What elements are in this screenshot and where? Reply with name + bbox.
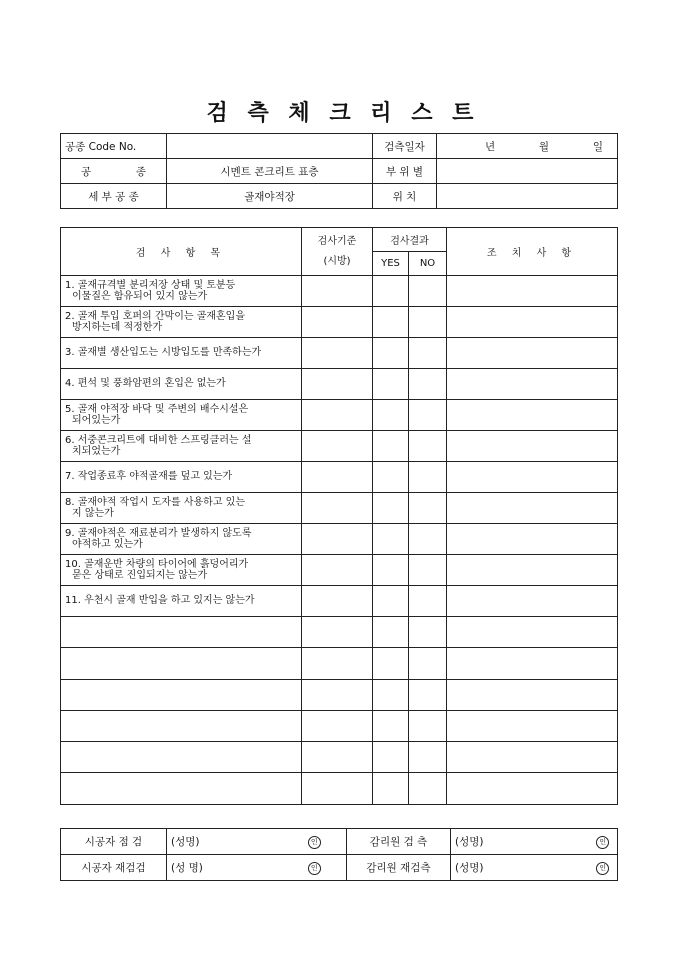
- supervisor-check-label: 감리원 검 측: [347, 829, 451, 855]
- check-item-line: 6. 서중콘크리트에 대비한 스프링클러는 설: [65, 434, 252, 446]
- no-cell[interactable]: [409, 586, 447, 617]
- no-cell[interactable]: [409, 617, 447, 648]
- criteria-cell[interactable]: [302, 338, 373, 369]
- check-item: [61, 400, 302, 431]
- title-char: 크: [329, 100, 351, 126]
- table-row: [61, 710, 618, 741]
- col-criteria-header: [302, 228, 373, 276]
- seal-icon: 인: [308, 862, 321, 875]
- check-item: [61, 431, 302, 462]
- action-cell[interactable]: [447, 276, 618, 307]
- yes-cell[interactable]: [373, 555, 409, 586]
- action-cell[interactable]: [447, 773, 618, 804]
- table-row: [61, 773, 618, 804]
- no-cell[interactable]: [409, 462, 447, 493]
- criteria-cell[interactable]: [302, 586, 373, 617]
- col-criteria-line1: 검사기준: [317, 235, 357, 247]
- seal-icon: 인: [596, 836, 609, 849]
- no-cell[interactable]: [409, 400, 447, 431]
- check-item-line: 7. 작업종료후 야적골재를 덮고 있는가: [65, 471, 233, 483]
- table-row: [61, 307, 618, 338]
- no-cell[interactable]: [409, 338, 447, 369]
- date-year: 년: [485, 140, 496, 153]
- yes-cell[interactable]: [373, 493, 409, 524]
- no-cell[interactable]: [409, 773, 447, 804]
- col-action-header: 조 치 사 항: [447, 228, 618, 276]
- table-row: [61, 431, 618, 462]
- check-item: [61, 742, 302, 773]
- work-type-value[interactable]: 시멘트 콘크리트 표층: [167, 159, 373, 184]
- criteria-cell[interactable]: [302, 400, 373, 431]
- no-cell[interactable]: [409, 276, 447, 307]
- col-items-header: 검 사 항 목: [61, 228, 302, 276]
- col-no-header: NO: [409, 252, 447, 276]
- contractor-recheck-seal: [283, 855, 347, 881]
- action-cell[interactable]: [447, 586, 618, 617]
- check-item-line: 이물질은 함유되어 있지 않는가: [72, 291, 208, 302]
- col-yes-header: YES: [373, 252, 409, 276]
- table-row: [61, 648, 618, 679]
- check-item: [61, 586, 302, 617]
- yes-cell[interactable]: [373, 431, 409, 462]
- criteria-cell[interactable]: [302, 710, 373, 741]
- table-row: [61, 462, 618, 493]
- action-cell[interactable]: [447, 555, 618, 586]
- table-row: [61, 617, 618, 648]
- contractor-check-label: 시공자 점 검: [61, 829, 167, 855]
- yes-cell[interactable]: [373, 586, 409, 617]
- part-value[interactable]: [437, 159, 618, 184]
- table-row: [61, 369, 618, 400]
- date-day: 일: [592, 140, 603, 153]
- check-item-line: 8. 골재야적 작업시 도자를 사용하고 있는: [65, 496, 245, 508]
- yes-cell[interactable]: [373, 400, 409, 431]
- yes-cell[interactable]: [373, 524, 409, 555]
- check-item: [61, 462, 302, 493]
- title-char: 검: [206, 100, 228, 126]
- check-item-line: 10. 골재운반 차량의 타이어에 흙덩어리가: [65, 558, 249, 570]
- title-char: 스: [411, 100, 433, 126]
- supervisor-check-name[interactable]: (성명): [451, 829, 511, 855]
- supervisor-check-seal: [589, 829, 618, 855]
- check-item-line: 2. 골재 투입 호퍼의 간막이는 골재혼입을: [65, 310, 245, 322]
- no-cell[interactable]: [409, 648, 447, 679]
- no-cell[interactable]: [409, 369, 447, 400]
- check-item: [61, 679, 302, 710]
- info-table: [60, 133, 618, 209]
- seal-icon: 인: [308, 836, 321, 849]
- yes-cell[interactable]: [373, 369, 409, 400]
- action-cell[interactable]: [447, 648, 618, 679]
- action-cell[interactable]: [447, 617, 618, 648]
- criteria-cell[interactable]: [302, 369, 373, 400]
- code-value[interactable]: [167, 134, 373, 159]
- no-cell[interactable]: [409, 524, 447, 555]
- part-label: 부 위 별: [373, 159, 437, 184]
- criteria-cell[interactable]: [302, 773, 373, 804]
- check-item: [61, 369, 302, 400]
- action-cell[interactable]: [447, 679, 618, 710]
- supervisor-recheck-label: 감리원 재검측: [347, 855, 451, 881]
- no-cell[interactable]: [409, 679, 447, 710]
- title-char: 체: [288, 100, 310, 126]
- criteria-cell[interactable]: [302, 307, 373, 338]
- title-char: 트: [452, 100, 474, 126]
- yes-cell[interactable]: [373, 648, 409, 679]
- action-cell[interactable]: [447, 338, 618, 369]
- check-item-line: 치되었는가: [72, 446, 121, 457]
- table-row: [61, 276, 618, 307]
- check-item: [61, 524, 302, 555]
- criteria-cell[interactable]: [302, 742, 373, 773]
- yes-cell[interactable]: [373, 710, 409, 741]
- action-cell[interactable]: [447, 307, 618, 338]
- yes-cell[interactable]: [373, 307, 409, 338]
- yes-cell[interactable]: [373, 276, 409, 307]
- checklist-table: [60, 227, 618, 805]
- check-item: [61, 710, 302, 741]
- check-item-line: 4. 편석 및 풍화암편의 혼입은 없는가: [65, 378, 226, 390]
- table-row: [61, 400, 618, 431]
- supervisor-recheck-name[interactable]: (성명): [451, 855, 511, 881]
- table-row: [61, 524, 618, 555]
- no-cell[interactable]: [409, 710, 447, 741]
- check-item-line: 9. 골재야적은 재료분리가 발생하지 않도록: [65, 527, 252, 539]
- work-type-label-char: 종: [135, 165, 146, 178]
- check-item: [61, 773, 302, 804]
- yes-cell[interactable]: [373, 679, 409, 710]
- table-row: [61, 493, 618, 524]
- work-type-label-char: 공: [81, 165, 92, 178]
- check-item: [61, 307, 302, 338]
- contractor-recheck-name[interactable]: (성 명): [167, 855, 283, 881]
- yes-cell[interactable]: [373, 462, 409, 493]
- action-cell[interactable]: [447, 710, 618, 741]
- page-title: [0, 96, 680, 127]
- check-item-line: 1. 골재규격별 분리저장 상태 및 토분등: [65, 279, 236, 291]
- contractor-check-name[interactable]: (성명): [167, 829, 283, 855]
- check-item-line: 야적하고 있는가: [72, 539, 143, 550]
- title-char: 측: [247, 100, 269, 126]
- action-cell[interactable]: [447, 742, 618, 773]
- check-item-line: 5. 골재 야적장 바닥 및 주변의 배수시설은: [65, 403, 249, 415]
- criteria-cell[interactable]: [302, 555, 373, 586]
- yes-cell[interactable]: [373, 742, 409, 773]
- check-item: [61, 617, 302, 648]
- work-type-label-text: [81, 164, 146, 179]
- location-value[interactable]: [437, 184, 618, 209]
- criteria-cell[interactable]: [302, 648, 373, 679]
- seal-icon: 인: [596, 862, 609, 875]
- check-item-line: 되어있는가: [72, 415, 121, 426]
- check-item: [61, 648, 302, 679]
- check-item-line: 지 않는가: [72, 508, 114, 519]
- contractor-recheck-label: 시공자 재검검: [61, 855, 167, 881]
- check-item: [61, 555, 302, 586]
- action-cell[interactable]: [447, 462, 618, 493]
- title-char: 리: [370, 100, 392, 126]
- criteria-cell[interactable]: [302, 493, 373, 524]
- no-cell[interactable]: [409, 431, 447, 462]
- check-item-line: 방지하는데 적정한가: [72, 322, 163, 333]
- col-criteria-line2: (시방): [323, 255, 351, 267]
- no-cell[interactable]: [409, 493, 447, 524]
- check-item-line: 11. 우천시 골재 반입을 하고 있지는 않는가: [65, 595, 255, 607]
- work-type-label: [61, 159, 167, 184]
- yes-cell[interactable]: [373, 773, 409, 804]
- criteria-cell[interactable]: [302, 524, 373, 555]
- detail-value[interactable]: 골재야적장: [167, 184, 373, 209]
- check-item: [61, 493, 302, 524]
- inspect-date-label: 검측일자: [373, 134, 437, 159]
- action-cell[interactable]: [447, 493, 618, 524]
- criteria-cell[interactable]: [302, 679, 373, 710]
- code-label: 공종 Code No.: [61, 134, 167, 159]
- action-cell[interactable]: [447, 400, 618, 431]
- table-row: [61, 679, 618, 710]
- action-cell[interactable]: [447, 369, 618, 400]
- location-label: 위 치: [373, 184, 437, 209]
- table-row: [61, 742, 618, 773]
- inspect-date-value[interactable]: [437, 134, 618, 159]
- action-cell[interactable]: [447, 431, 618, 462]
- criteria-cell[interactable]: [302, 431, 373, 462]
- signature-table: [60, 828, 618, 881]
- check-item-line: 3. 골재별 생산입도는 시방입도를 만족하는가: [65, 347, 262, 359]
- yes-cell[interactable]: [373, 617, 409, 648]
- table-row: [61, 338, 618, 369]
- action-cell[interactable]: [447, 524, 618, 555]
- no-cell[interactable]: [409, 742, 447, 773]
- detail-label: 세 부 공 종: [61, 184, 167, 209]
- check-item-line: 묻은 상태로 진입되지는 않는가: [72, 570, 208, 581]
- supervisor-recheck-seal: [589, 855, 618, 881]
- no-cell[interactable]: [409, 555, 447, 586]
- no-cell[interactable]: [409, 307, 447, 338]
- contractor-check-seal: [283, 829, 347, 855]
- check-item: [61, 276, 302, 307]
- yes-cell[interactable]: [373, 338, 409, 369]
- table-row: [61, 586, 618, 617]
- criteria-cell[interactable]: [302, 462, 373, 493]
- table-row: [61, 555, 618, 586]
- criteria-cell[interactable]: [302, 276, 373, 307]
- check-item: [61, 338, 302, 369]
- col-result-header: 검사결과: [373, 228, 447, 252]
- criteria-cell[interactable]: [302, 617, 373, 648]
- date-month: 월: [538, 140, 550, 153]
